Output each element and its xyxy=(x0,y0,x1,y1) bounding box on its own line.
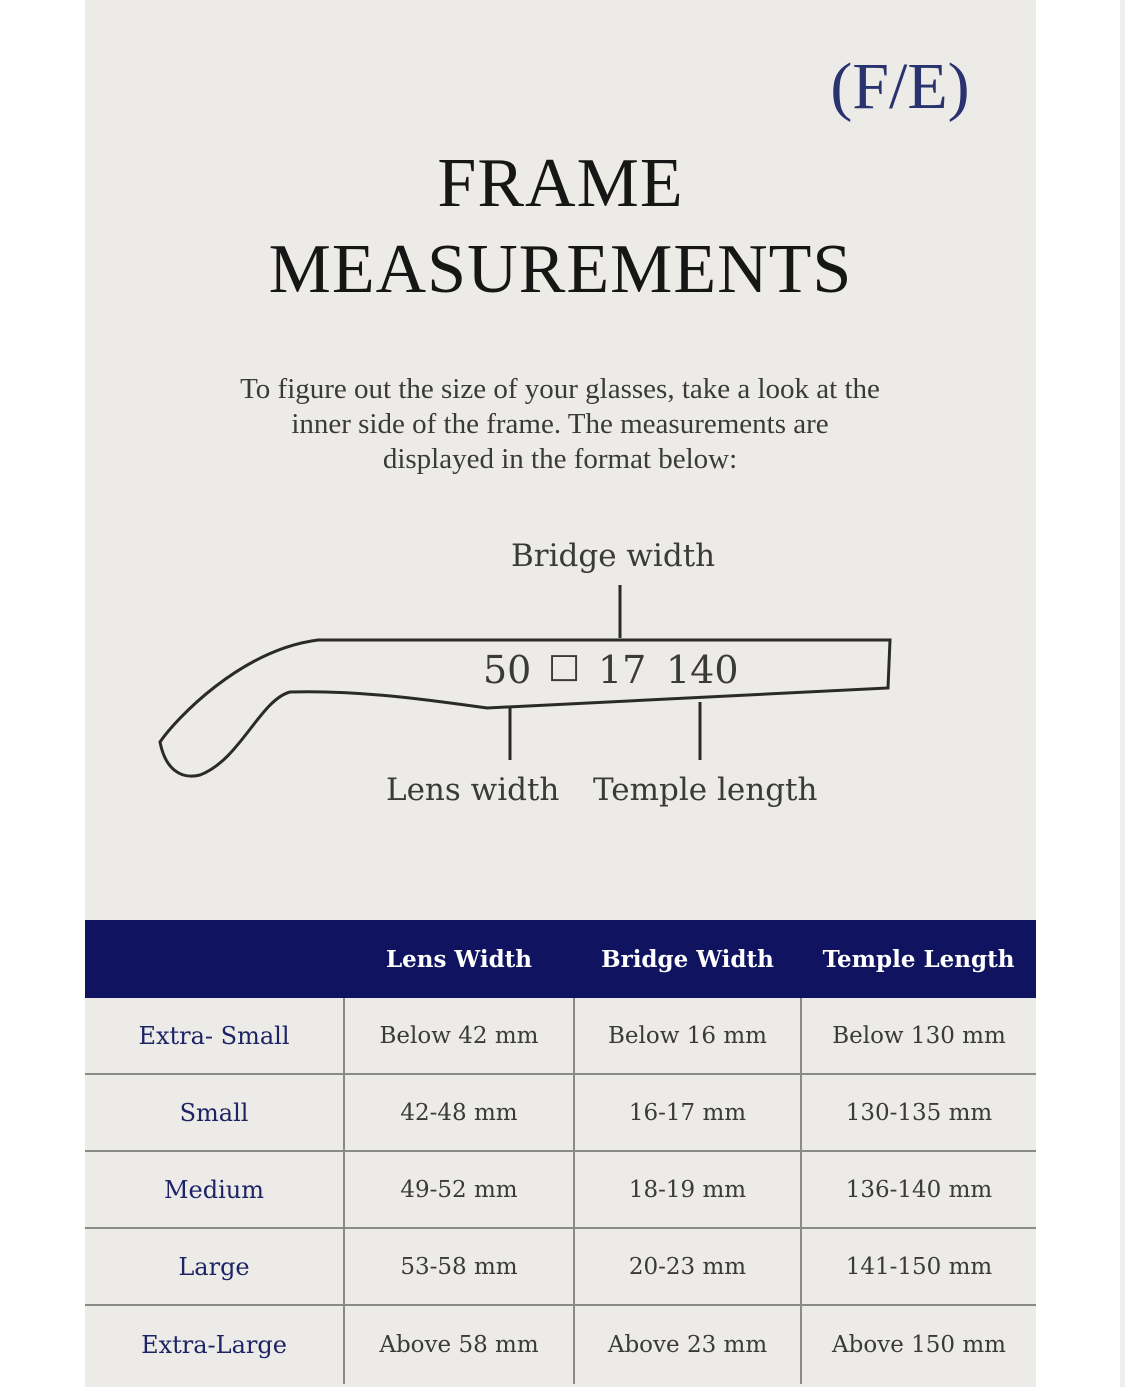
size-name: Small xyxy=(85,1074,344,1151)
code-lens: 50 xyxy=(483,648,532,692)
temple-length-value: Below 130 mm xyxy=(801,998,1036,1074)
bridge-width-value: 18-19 mm xyxy=(574,1151,801,1228)
brand-logo-text: (F/E) xyxy=(830,50,970,123)
table-row xyxy=(85,998,1036,1074)
temple-length-value: 130-135 mm xyxy=(801,1074,1036,1151)
lens-width-value: 42-48 mm xyxy=(344,1074,574,1151)
table-row xyxy=(85,1305,1036,1384)
intro-line-1: To figure out the size of your glasses, take a look at the xyxy=(240,373,880,405)
size-name: Extra-Large xyxy=(141,1331,287,1359)
temple-length-value: 136-140 mm xyxy=(801,1151,1036,1228)
size-name: Extra- Small xyxy=(85,998,344,1074)
code-box-symbol: □ xyxy=(548,646,581,686)
temple-length-value: 141-150 mm xyxy=(801,1228,1036,1305)
header-temple-length: Temple Length xyxy=(801,920,1036,998)
code-temple: 140 xyxy=(666,648,739,692)
size-name: Medium xyxy=(85,1151,344,1228)
table-header-row xyxy=(85,920,1036,998)
bridge-width-label: Bridge width xyxy=(511,538,716,574)
bridge-width-value: Below 16 mm xyxy=(574,998,801,1074)
lens-width-value: Above 58 mm xyxy=(344,1305,574,1384)
header-size xyxy=(85,920,344,998)
lens-width-value: 49-52 mm xyxy=(344,1151,574,1228)
page-title-line-2: MEASUREMENTS xyxy=(268,231,853,308)
temple-length-value: Above 150 mm xyxy=(801,1305,1036,1384)
lens-width-label: Lens width xyxy=(386,772,560,808)
table-row xyxy=(85,1151,1036,1228)
bridge-width-value: 16-17 mm xyxy=(574,1074,801,1151)
size-name: Large xyxy=(85,1228,344,1305)
code-bridge: 17 xyxy=(598,648,647,692)
intro-line-3: displayed in the format below: xyxy=(382,443,738,475)
intro-line-2: inner side of the frame. The measurements are xyxy=(291,408,829,440)
table-row xyxy=(85,1228,1036,1305)
bridge-width-value: Above 23 mm xyxy=(574,1305,801,1384)
lens-width-value: Below 42 mm xyxy=(344,998,574,1074)
lens-width-value: 53-58 mm xyxy=(344,1228,574,1305)
header-bridge-width: Bridge Width xyxy=(574,920,801,998)
size-table xyxy=(85,920,1036,1384)
temple-length-label: Temple length xyxy=(593,772,818,808)
bridge-width-value: 20-23 mm xyxy=(574,1228,801,1305)
page-title-line-1: FRAME xyxy=(437,145,684,222)
header-lens-width: Lens Width xyxy=(344,920,574,998)
table-row xyxy=(85,1074,1036,1151)
